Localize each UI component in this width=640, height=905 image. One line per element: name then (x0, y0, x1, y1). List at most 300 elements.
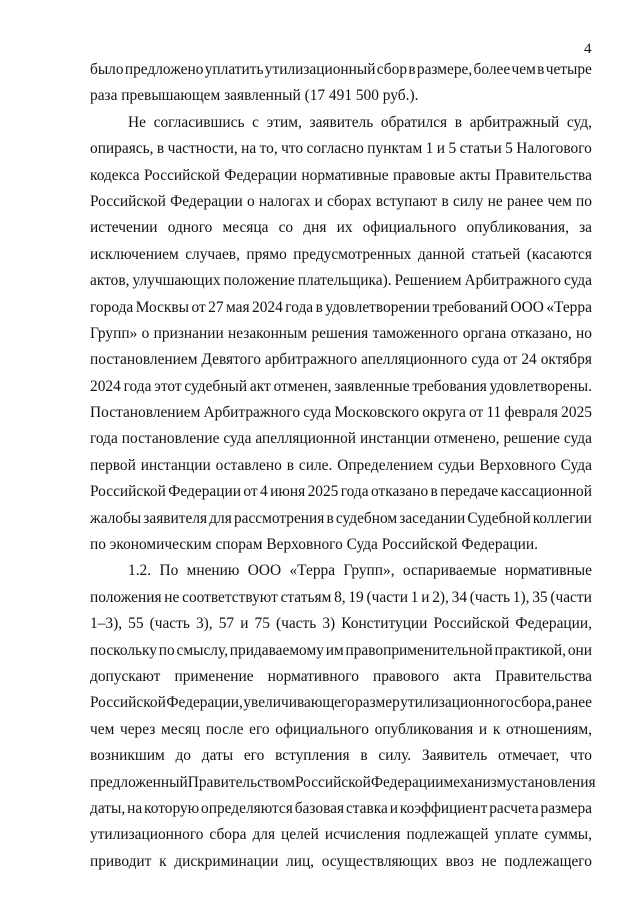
word: 4 (259, 483, 268, 501)
word: суда (471, 351, 500, 369)
word: акты (459, 166, 491, 184)
word: в (454, 113, 463, 131)
word: коэффициент (399, 799, 488, 817)
word: от (503, 351, 518, 369)
word: согласно (306, 140, 364, 158)
word: судебный (184, 377, 248, 395)
word: кодекса (90, 166, 140, 184)
word: положение (223, 272, 295, 290)
word: статьям (280, 588, 332, 606)
word: даты (201, 747, 234, 765)
word: Российской (90, 483, 166, 501)
word: они (567, 641, 592, 659)
text-line (90, 189, 592, 215)
word: чем (511, 61, 536, 78)
word: передаче (440, 483, 499, 501)
word: судебном (335, 509, 398, 527)
word: заявителя (143, 509, 208, 527)
word: отмечает, (498, 747, 560, 765)
word: 2), (432, 588, 449, 606)
word: применение (174, 667, 254, 685)
word: решения (311, 324, 369, 342)
word: 2025 (307, 483, 339, 501)
word: Федерации (370, 773, 444, 791)
word: Правительством (187, 773, 295, 791)
word: 1 (410, 588, 419, 606)
word: в (156, 140, 165, 158)
word: утилизационного (400, 694, 514, 712)
word: после (205, 720, 244, 738)
text-line (90, 374, 592, 400)
word: постановлением (90, 351, 198, 369)
word: от (243, 483, 258, 501)
word: 2025 (561, 404, 592, 422)
word: органа (462, 324, 507, 342)
word: опубликования, (466, 219, 569, 237)
word: чем (90, 720, 115, 738)
word: им (325, 641, 344, 659)
word: «Терра (289, 562, 336, 580)
word: вступают (375, 192, 438, 210)
word: по (158, 641, 175, 659)
word: июня (270, 483, 306, 501)
word: первой (90, 456, 136, 474)
word: решение (503, 430, 560, 448)
word: постановление (121, 430, 220, 448)
word: в (441, 192, 449, 210)
word: в (360, 747, 368, 765)
word: (части (550, 588, 592, 606)
word: (часть (275, 615, 317, 633)
word: (часть (149, 615, 190, 633)
word: 1.2. (128, 562, 152, 580)
word: в (408, 61, 416, 78)
word: размер (355, 694, 400, 712)
word: что (570, 747, 592, 765)
page-number: 4 (584, 41, 592, 57)
word: придаваемому (229, 641, 324, 659)
word: правового (373, 667, 440, 685)
word: рассмотрения (233, 509, 325, 527)
word: приводит (90, 852, 152, 870)
text-line (90, 585, 592, 611)
word: их (336, 219, 353, 237)
word: Арбитражного (464, 272, 561, 290)
word: определяются (201, 799, 293, 817)
word: к (492, 720, 501, 738)
word: признании (153, 324, 224, 342)
word: отменено, (433, 430, 500, 448)
word: обратился (380, 113, 448, 131)
word: сбора, (514, 694, 556, 712)
word: о (141, 324, 150, 342)
word: Заявитель (421, 747, 488, 765)
word: дня (303, 219, 327, 237)
word: предусмотренных (293, 245, 412, 263)
word: и (314, 192, 323, 210)
word: Решением (394, 272, 462, 290)
word: кассационной (500, 483, 592, 501)
word: ранее (506, 192, 544, 210)
word: Правительства (495, 166, 592, 184)
word: арбитражный (469, 113, 560, 131)
word: Налогового (516, 140, 592, 158)
word: которую (144, 799, 200, 817)
word: одного (167, 219, 213, 237)
word: Федерации, (166, 694, 243, 712)
word: пунктам (367, 140, 423, 158)
word: Российской (294, 773, 371, 791)
word: даты, (90, 799, 126, 817)
word: уплате (494, 826, 539, 844)
word: возникшим (90, 747, 165, 765)
word: суммы, (544, 826, 592, 844)
word: исчисления (324, 826, 401, 844)
text-line (90, 664, 592, 690)
word: месяца (222, 219, 269, 237)
word: Групп» (90, 324, 138, 342)
word: механизм (443, 773, 507, 791)
word: в (430, 483, 438, 501)
word: случаев, (185, 245, 240, 263)
text-line (90, 400, 592, 426)
word: суда (563, 272, 592, 290)
word: суда (223, 430, 252, 448)
word: силу (452, 192, 484, 210)
word: и (421, 588, 430, 606)
word: предложенный (90, 773, 188, 791)
word: Постановлением (90, 404, 201, 422)
word: допускают (90, 667, 161, 685)
word: заявленные (334, 377, 410, 395)
text-line (90, 743, 592, 769)
word: заседании (399, 509, 466, 527)
word: октября (540, 351, 592, 369)
word: акта (453, 667, 482, 685)
word: удовлетворены. (489, 377, 592, 395)
word: года (340, 483, 369, 501)
word: отказано, (510, 324, 572, 342)
word: заявитель (309, 113, 374, 131)
word: для (252, 826, 276, 844)
word: и (240, 615, 249, 633)
word: года (90, 430, 118, 448)
word: по (576, 192, 592, 210)
word: соответствуют (182, 588, 278, 606)
word: актов, (90, 272, 130, 290)
word: удовлетворении (325, 298, 430, 316)
text-line (90, 163, 592, 189)
word: силу. (378, 747, 412, 765)
word: утилизационный (264, 61, 376, 78)
word: февраля (504, 404, 558, 422)
word: поскольку (90, 641, 157, 659)
word: со (278, 219, 294, 237)
word: этим, (266, 113, 302, 131)
word: статьи (459, 140, 502, 158)
word: Верховного (479, 456, 556, 474)
word: месяц (161, 720, 201, 738)
word: сборах (326, 192, 372, 210)
word: Определением (337, 456, 434, 474)
word: года (285, 298, 314, 316)
word: размера (540, 799, 592, 817)
word: Москвы (135, 298, 189, 316)
word: прямо (246, 245, 287, 263)
word: 5 (505, 140, 513, 158)
word: (части (366, 588, 408, 606)
word: 5 (448, 140, 457, 158)
word: 24 (521, 351, 537, 369)
text-line (90, 57, 592, 83)
word: 1), (512, 588, 530, 606)
word: (часть (469, 588, 511, 606)
word: установления (506, 773, 596, 791)
word: осуществляющих (321, 852, 438, 870)
word: расчета (489, 799, 539, 817)
word: базовая (294, 799, 345, 817)
text-line (90, 110, 592, 136)
word: Девятого (201, 351, 261, 369)
word: предложено (124, 61, 204, 78)
word: налогах (258, 192, 311, 210)
word: исключением (90, 245, 179, 263)
word: более (473, 61, 511, 78)
word: но (576, 324, 592, 342)
word: официального (275, 720, 369, 738)
word: незаконным (228, 324, 308, 342)
word: практикой, (494, 641, 567, 659)
word: отношениям, (505, 720, 592, 738)
word: жалобы (90, 509, 142, 527)
text-line (90, 347, 592, 373)
text-line (90, 822, 592, 848)
word: Российской (433, 615, 510, 633)
text-line (90, 770, 596, 796)
word: По (159, 562, 179, 580)
word: его (243, 747, 265, 765)
word: на (241, 140, 257, 158)
word: 27 (208, 298, 224, 316)
word: суд, (566, 113, 592, 131)
word: на (127, 799, 143, 817)
word: силе. (298, 456, 333, 474)
word: плательщика). (297, 272, 392, 290)
word: ранее (555, 694, 592, 712)
word: что (281, 140, 304, 158)
word: лиц, (286, 852, 315, 870)
word: до (175, 747, 191, 765)
word: нормативного (267, 667, 359, 685)
word: к (159, 852, 167, 870)
word: четыре (545, 61, 592, 78)
word: 35 (532, 588, 548, 606)
text-line (90, 242, 592, 268)
word: истечении (90, 219, 158, 237)
word: не (487, 192, 503, 210)
word: Федерации (170, 192, 243, 210)
word: 3), (195, 615, 213, 633)
word: ставка (345, 799, 388, 817)
word: 34 (451, 588, 468, 606)
word: ввоз (445, 852, 474, 870)
text-line (90, 796, 592, 822)
word: коллегии (532, 509, 592, 527)
text-line (90, 558, 592, 584)
word: нормативные (504, 562, 592, 580)
word: 2024 (252, 298, 283, 316)
word: оспариваемые (402, 562, 497, 580)
word: увеличивающего (243, 694, 355, 712)
word: подлежащей (406, 826, 489, 844)
word: в (286, 456, 294, 474)
word: дискриминации (174, 852, 279, 870)
word: согласившись (153, 113, 245, 131)
text-line (90, 479, 592, 505)
word: сбора (209, 826, 247, 844)
word: (касаются (526, 245, 592, 263)
word: положения (90, 588, 162, 606)
word: целей (281, 826, 319, 844)
word: правовые (392, 166, 456, 184)
word: «Терра (546, 298, 592, 316)
text-line: по экономическим спорам Верховного Суда Российской Федерации. (90, 536, 538, 554)
word: опубликования (374, 720, 474, 738)
word: 57 (218, 615, 235, 633)
word: оставлено (215, 456, 282, 474)
word: мая (226, 298, 250, 316)
word: Российской (90, 192, 166, 210)
word: 2024 (90, 377, 121, 395)
text-line (90, 717, 592, 743)
word: акт (249, 377, 271, 395)
word: Не (128, 113, 146, 131)
word: сбор (376, 61, 408, 78)
word: 8, (334, 588, 346, 606)
word: смыслу, (176, 641, 228, 659)
word: Федерации, (515, 615, 592, 633)
word: 55 (128, 615, 144, 633)
word: ООО (510, 298, 544, 316)
word: арбитражного (264, 351, 358, 369)
text-line (90, 321, 592, 347)
word: округа (422, 404, 466, 422)
word: 11 (486, 404, 502, 422)
word: и (389, 799, 398, 817)
word: уплатить (204, 61, 264, 78)
word: 1 (425, 140, 434, 158)
word: города (90, 298, 134, 316)
word: от (469, 404, 484, 422)
word: ООО (247, 562, 282, 580)
word: то, (259, 140, 278, 158)
word: было (90, 61, 124, 78)
word: отменен, (273, 377, 332, 395)
word: чем (547, 192, 572, 210)
text-line (90, 453, 592, 479)
word: размере, (416, 61, 473, 78)
text-line (90, 849, 592, 875)
word: Московского (334, 404, 420, 422)
word: апелляционного (361, 351, 468, 369)
text-line (90, 295, 592, 321)
word: суда (303, 404, 332, 422)
text-line (90, 506, 592, 532)
text-line (90, 426, 592, 452)
word: с (252, 113, 259, 131)
word: вступления (275, 747, 350, 765)
word: инстанции (140, 456, 211, 474)
word: для (209, 509, 232, 527)
word: за (579, 219, 592, 237)
text-line (90, 215, 592, 241)
word: 75 (254, 615, 270, 633)
word: 1–3), (90, 615, 123, 633)
word: инстанции (359, 430, 430, 448)
word: и (436, 140, 446, 158)
body-text (90, 57, 596, 875)
word: мнению (186, 562, 240, 580)
word: Арбитражного (203, 404, 301, 422)
text-line (90, 268, 592, 294)
word: Федерации (224, 166, 297, 184)
word: статьей (471, 245, 521, 263)
word: Российской (90, 694, 166, 712)
word: Правительства (495, 667, 592, 685)
word: не (481, 852, 497, 870)
word: нормативные (301, 166, 389, 184)
word: в (315, 298, 323, 316)
word: года (123, 377, 152, 395)
text-line: раза превышающем заявленный (17 491 500 руб.). (90, 87, 419, 105)
word: 19 (348, 588, 364, 606)
word: улучшающих (132, 272, 221, 290)
word: 3) (322, 615, 336, 633)
word: Конституции (341, 615, 428, 633)
word: в (326, 509, 334, 527)
word: официального (362, 219, 457, 237)
word: Судебной (467, 509, 531, 527)
word: отказано (371, 483, 429, 501)
word: Групп», (343, 562, 395, 580)
text-line (90, 638, 592, 664)
word: частности, (167, 140, 238, 158)
word: правоприменительной (345, 641, 493, 659)
text-line (90, 611, 592, 637)
word: судьи (438, 456, 475, 474)
word: требований (432, 298, 509, 316)
word: не (164, 588, 180, 606)
word: и (478, 720, 488, 738)
word: подлежащего (504, 852, 592, 870)
word: утилизационного (90, 826, 204, 844)
word: Российской (144, 166, 220, 184)
word: от (191, 298, 206, 316)
word: его (249, 720, 270, 738)
text-line (90, 690, 592, 716)
word: требования (412, 377, 487, 395)
word: опираясь, (90, 140, 154, 158)
text-line (90, 136, 592, 162)
word: апелляционной (255, 430, 357, 448)
word: Суда (560, 456, 592, 474)
word: о (246, 192, 255, 210)
word: этот (154, 377, 182, 395)
word: данной (417, 245, 465, 263)
word: через (119, 720, 156, 738)
word: Федерации (168, 483, 241, 501)
word: суда (563, 430, 592, 448)
